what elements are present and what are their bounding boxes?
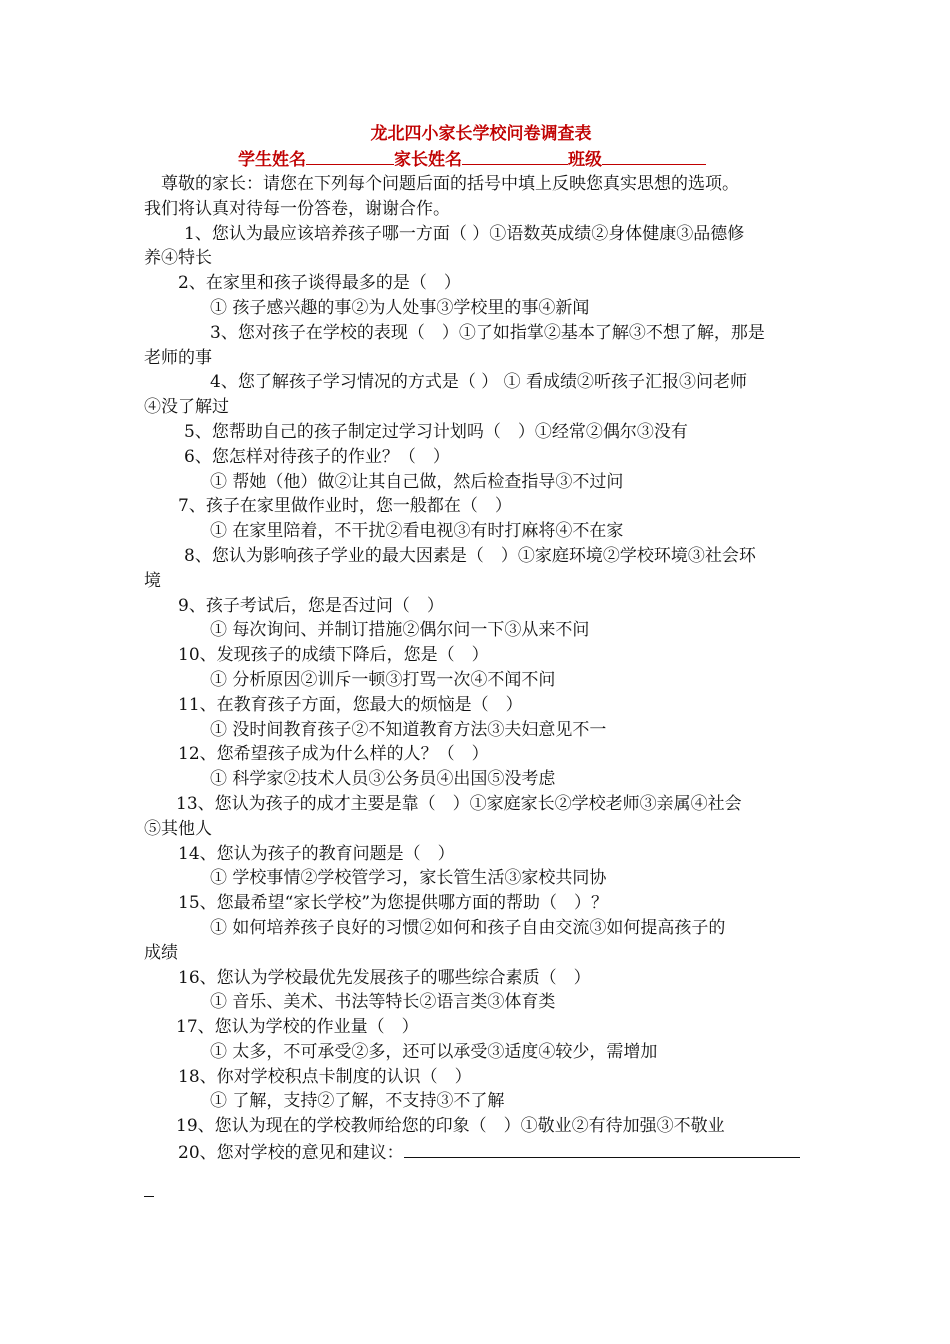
page-title: 龙北四小家长学校问卷调查表 — [370, 124, 592, 144]
question-line: 5、您帮助自己的孩子制定过学习计划吗（ ）①经常②偶尔③没有 — [184, 421, 688, 442]
question-line: 8、您认为影响孩子学业的最大因素是（ ）①家庭环境②学校环境③社会环 — [184, 545, 756, 566]
question-line: 19、您认为现在的学校教师给您的印象（ ）①敬业②有待加强③不敬业 — [176, 1116, 725, 1137]
question-line: 13、您认为孩子的成才主要是靠（ ）①家庭家长②学校老师③亲属④社会 — [176, 793, 742, 814]
questionnaire — [144, 122, 808, 1166]
student-name-field[interactable] — [306, 146, 394, 165]
class-label: 班级 — [568, 150, 602, 170]
question-line: 2、在家里和孩子谈得最多的是（ ） — [178, 273, 461, 294]
question-line: 14、您认为孩子的教育问题是（ ） — [178, 843, 455, 864]
question-line: ① 了解，支持②了解，不支持③不了解 — [210, 1091, 505, 1112]
suggestion-answer-line[interactable] — [404, 1139, 800, 1158]
question-line: 11、在教育孩子方面，您最大的烦恼是（ ） — [178, 694, 523, 715]
class-field[interactable] — [602, 146, 706, 165]
question-line: 10、发现孩子的成绩下降后，您是（ ） — [178, 645, 489, 666]
question-line: 老师的事 — [144, 347, 212, 368]
question-line: 成绩 — [144, 942, 178, 963]
question-line: 7、孩子在家里做作业时，您一般都在（ ） — [178, 496, 512, 517]
student-name-label: 学生姓名 — [238, 150, 306, 170]
question-line: 15、您最希望“家长学校”为您提供哪方面的帮助（ ）？ — [178, 893, 609, 914]
question-line: 境 — [144, 570, 161, 591]
question-line: 3、您对孩子在学校的表现（ ）①了如指掌②基本了解③不想了解，那是 — [210, 322, 765, 343]
question-line: 9、孩子考试后，您是否过问（ ） — [178, 595, 444, 616]
question-line: ① 没时间教育孩子②不知道教育方法③夫妇意见不一 — [210, 719, 607, 740]
question-line: 6、您怎样对待孩子的作业？（ ） — [184, 446, 450, 467]
question-line: 18、你对学校积点卡制度的认识（ ） — [178, 1066, 472, 1087]
question-line: ⑤其他人 — [144, 818, 212, 839]
question-line: ① 在家里陪着，不干扰②看电视③有时打麻将④不在家 — [210, 521, 624, 542]
question-line: ① 太多，不可承受②多，还可以承受③适度④较少，需增加 — [210, 1041, 658, 1062]
question-line: ④没了解过 — [144, 397, 229, 418]
footer-dash — [144, 1196, 154, 1197]
question-line: ① 孩子感兴趣的事②为人处事③学校里的事④新闻 — [210, 297, 590, 318]
question-line: 养④特长 — [144, 248, 212, 269]
question-line: 4、您了解孩子学习情况的方式是（ ） ① 看成绩②听孩子汇报③问老师 — [210, 372, 748, 393]
question-line: ① 音乐、美术、书法等特长②语言类③体育类 — [210, 992, 556, 1013]
question-line: ① 如何培养孩子良好的习惯②如何和孩子自由交流③如何提高孩子的 — [210, 917, 726, 938]
question-line: 16、您认为学校最优先发展孩子的哪些综合素质（ ） — [178, 967, 591, 988]
parent-name-label: 家长姓名 — [394, 150, 462, 170]
question-line: ① 科学家②技术人员③公务员④出国⑤没考虑 — [210, 769, 556, 790]
question-line: 尊敬的家长：请您在下列每个问题后面的括号中填上反映您真实思想的选项。 — [144, 174, 739, 194]
name-bar — [144, 146, 808, 172]
parent-name-field[interactable] — [462, 146, 568, 165]
question-line: ① 帮她（他）做②让其自己做，然后检查指导③不过问 — [210, 471, 624, 492]
last-question-text: 20、您对学校的意见和建议： — [178, 1143, 404, 1164]
question-line: ① 学校事情②学校管学习，家长管生活③家校共同协 — [210, 868, 607, 889]
question-line: 17、您认为学校的作业量（ ） — [176, 1017, 419, 1038]
question-line: 12、您希望孩子成为什么样的人？（ ） — [178, 744, 489, 765]
question-line: 我们将认真对待每一份答卷，谢谢合作。 — [144, 198, 450, 219]
last-question — [144, 1139, 808, 1166]
question-line: ① 分析原因②训斥一顿③打骂一次④不闻不问 — [210, 669, 556, 690]
question-line: ① 每次询问、并制订措施②偶尔问一下③从来不问 — [210, 620, 590, 641]
question-list — [144, 172, 808, 1139]
question-line: 1、您认为最应该培养孩子哪一方面（ ）①语数英成绩②身体健康③品德修 — [184, 223, 745, 244]
